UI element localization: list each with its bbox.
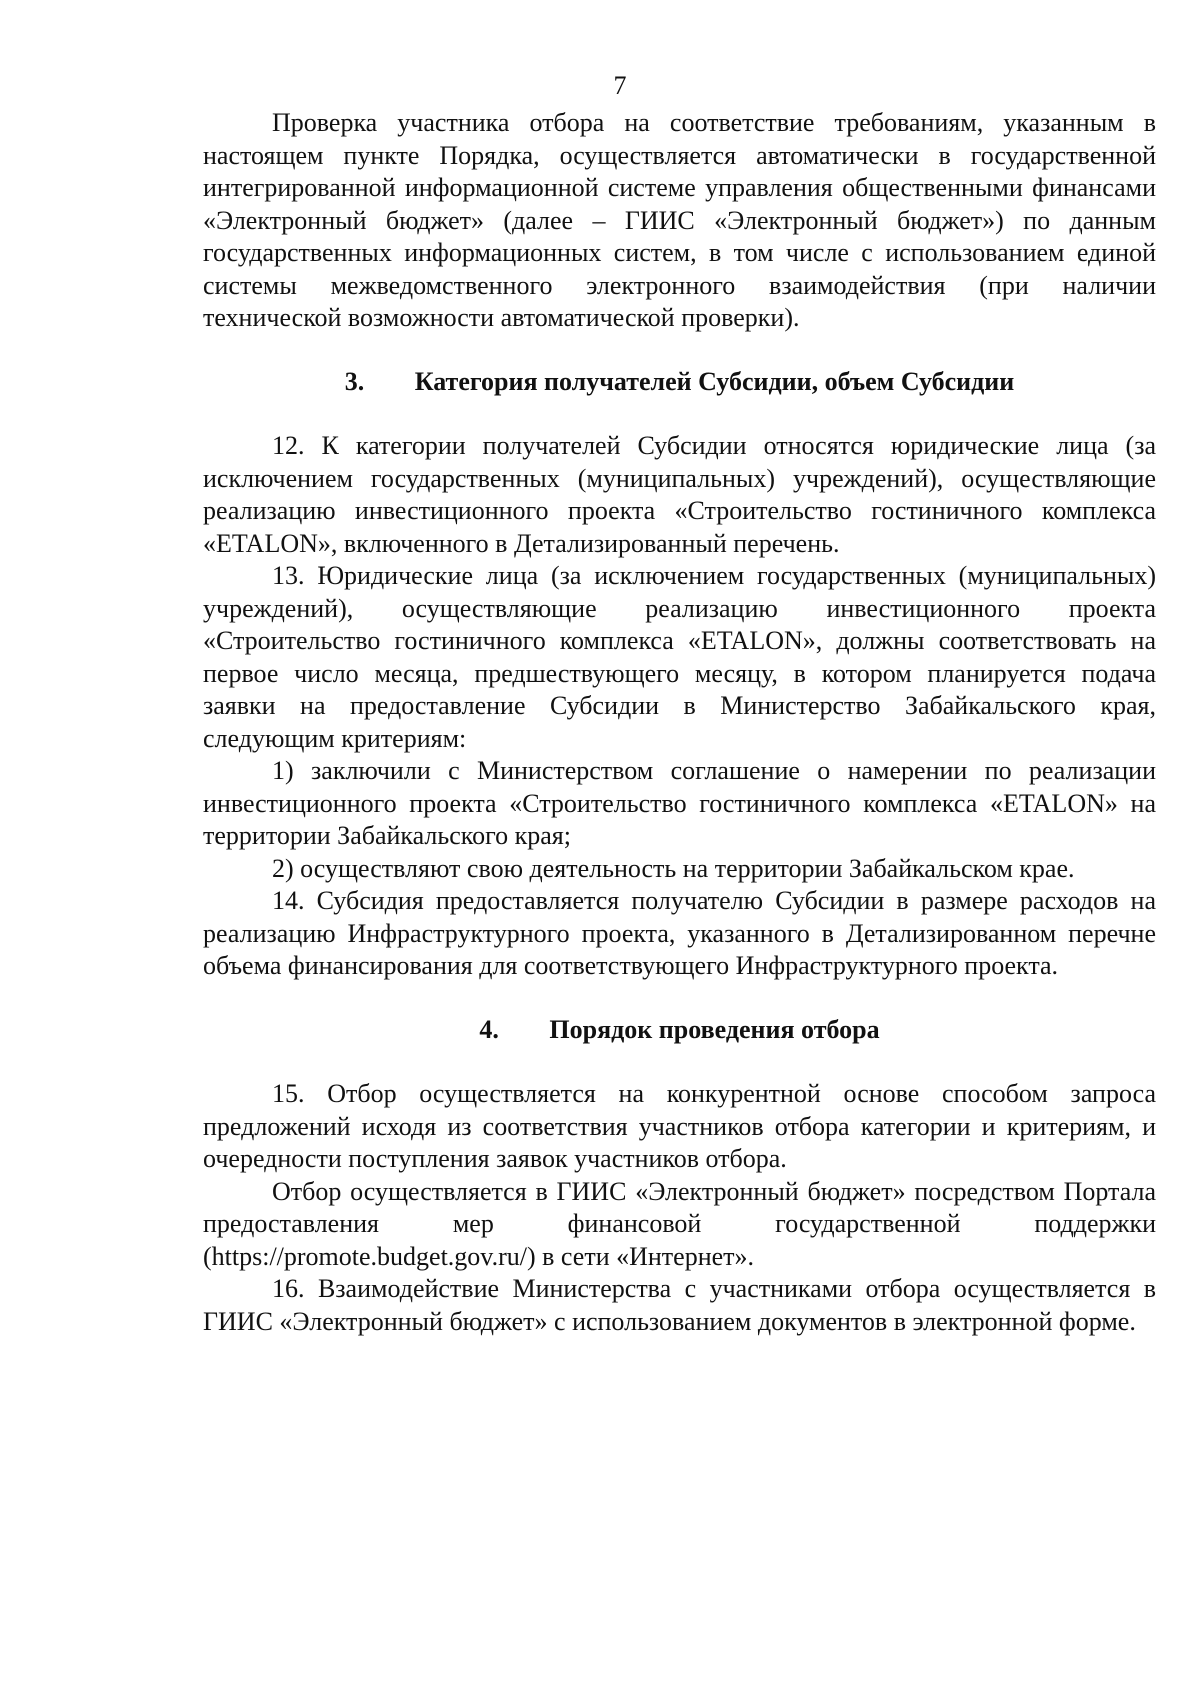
paragraph: 13. Юридические лица (за исключением государственных (муниципальных) учреждений), осуществляющие реализацию инвестиционного проекта «Строительство гостиничного комплекса «ETALON», должны соответствовать на первое число месяца, предшествующего месяцу, в котором планируется подача заявки на предоставление Субсидии в Министерство Забайкальского края, следующим критериям: xyxy=(203,561,1156,753)
paragraph: Отбор осуществляется в ГИИС «Электронный бюджет» посредством Портала предоставления мер финансовой государственной поддержки (https://promote.budget.gov.ru/) в сети «Интернет». xyxy=(203,1176,1156,1271)
paragraph: Проверка участника отбора на соответствие требованиям, указанным в настоящем пункте Порядка, осуществляется автоматически в государственной интегрированной информационной системе управления общественными финансами «Электронный бюджет» (далее – ГИИС «Электронный бюджет») по данным государственных информационных систем, в том числе с использованием единой системы межведомственного электронного взаимодействия (при наличии технической возможности автоматической проверки). xyxy=(203,108,1156,332)
paragraph: 15. Отбор осуществляется на конкурентной основе способом запроса предложений исходя из соответствия участников отбора категории и критериям, и очередности поступления заявок участников отбора. xyxy=(203,1079,1156,1173)
paragraph: 14. Субсидия предоставляется получателю Субсидии в размере расходов на реализацию Инфраструктурного проекта, указанного в Детализированном перечне объема финансирования для соответствующего Инфраструктурного проекта. xyxy=(203,886,1156,980)
paragraph: 12. К категории получателей Субсидии относятся юридические лица (за исключением государственных (муниципальных) учреждений), осуществляющие реализацию инвестиционного проекта «Строительство гостиничного комплекса «ETALON», включенного в Детализированный перечень. xyxy=(203,431,1156,558)
section-title: Категория получателей Субсидии, объем Субсидии xyxy=(414,366,1015,396)
section-title: Порядок проведения отбора xyxy=(549,1014,880,1044)
section-number: 4. xyxy=(479,1014,499,1044)
section-heading-4 xyxy=(203,1014,1156,1047)
list-item: 1) заключили с Министерством соглашение о намерении по реализации инвестиционного проекта «Строительство гостиничного комплекса «ETALON» на территории Забайкальского края; xyxy=(203,756,1156,850)
list-item: 2) осуществляют свою деятельность на территории Забайкальском крае. xyxy=(272,853,1075,883)
section-number: 3. xyxy=(344,366,365,396)
paragraph: 16. Взаимодействие Министерства с участниками отбора осуществляется в ГИИС «Электронный бюджет» с использованием документов в электронной форме. xyxy=(203,1274,1156,1336)
document-body xyxy=(203,107,1156,1338)
section-heading-3 xyxy=(203,366,1156,399)
page-number: 7 xyxy=(613,71,627,100)
